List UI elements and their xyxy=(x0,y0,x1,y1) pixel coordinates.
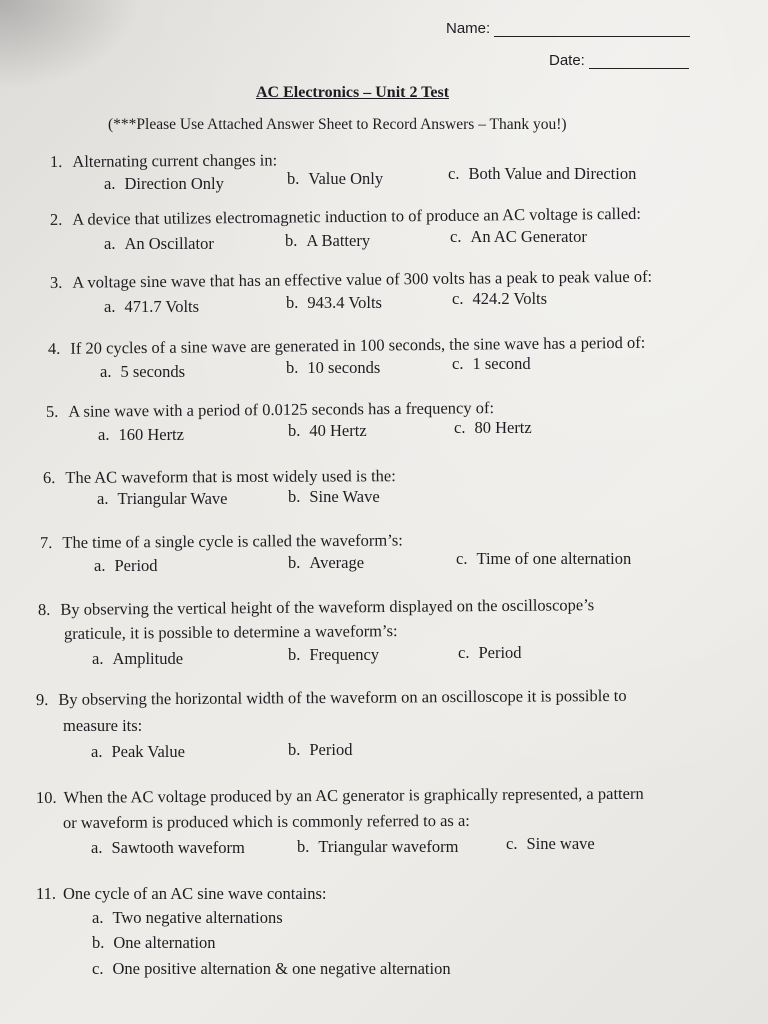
option-label: c. xyxy=(456,549,468,568)
option-label: b. xyxy=(286,293,299,312)
option-7a[interactable] xyxy=(94,556,158,576)
option-label: b. xyxy=(288,487,301,506)
question-number: 4. xyxy=(47,338,61,358)
question-number: 10. xyxy=(35,787,57,807)
question-10-text xyxy=(36,784,644,808)
question-5-text xyxy=(46,398,494,422)
option-4b[interactable] xyxy=(286,358,380,378)
option-11b[interactable] xyxy=(92,933,216,953)
option-label: a. xyxy=(97,489,109,508)
option-5b[interactable] xyxy=(288,421,367,441)
option-8a[interactable] xyxy=(92,649,183,669)
question-stem: By observing the vertical height of the waveform displayed on the oscilloscope’s xyxy=(60,595,595,619)
option-label: c. xyxy=(454,418,466,437)
option-10a[interactable] xyxy=(91,838,245,858)
question-stem: A voltage sine wave that has an effective value of 300 volts has a peak to peak value of: xyxy=(72,266,653,292)
option-label: b. xyxy=(286,358,299,377)
question-9-text xyxy=(36,686,627,710)
question-1-text xyxy=(50,150,277,172)
question-10-text-continued: or waveform is produced which is commonly referred to as a: xyxy=(62,810,470,832)
option-label: c. xyxy=(506,834,518,853)
question-number: 9. xyxy=(35,689,49,709)
option-label: b. xyxy=(297,837,310,856)
option-label: c. xyxy=(452,289,464,308)
option-3c[interactable] xyxy=(452,289,547,309)
question-4-text xyxy=(48,333,646,359)
question-stem: A sine wave with a period of 0.0125 seconds has a frequency of: xyxy=(68,398,495,421)
option-text: An AC Generator xyxy=(470,227,587,246)
corner-shadow xyxy=(0,0,140,90)
name-field xyxy=(446,20,690,37)
option-text: 80 Hertz xyxy=(474,418,532,437)
option-label: c. xyxy=(452,354,464,373)
option-text: One positive alternation & one negative alternation xyxy=(112,959,451,978)
option-label: a. xyxy=(92,908,104,927)
option-4a[interactable] xyxy=(100,362,185,382)
option-label: b. xyxy=(288,645,301,664)
question-number: 6. xyxy=(42,467,56,487)
option-text: An Oscillator xyxy=(124,234,214,253)
option-text: 160 Hertz xyxy=(118,425,184,444)
option-text: 471.7 Volts xyxy=(124,297,200,316)
instructions: (***Please Use Attached Answer Sheet to Record Answers – Thank you!) xyxy=(108,116,567,133)
option-4c[interactable] xyxy=(452,354,531,374)
question-stem: By observing the horizontal width of the waveform on an oscilloscope it is possible to xyxy=(58,685,627,709)
option-text: 424.2 Volts xyxy=(472,289,548,308)
option-11c[interactable] xyxy=(92,959,451,979)
option-label: a. xyxy=(104,234,116,253)
option-7b[interactable] xyxy=(288,553,364,573)
option-text: Frequency xyxy=(309,645,380,664)
option-text: Triangular waveform xyxy=(318,837,459,856)
question-stem: Alternating current changes in: xyxy=(72,150,278,171)
question-number: 5. xyxy=(45,401,59,421)
option-label: a. xyxy=(94,556,106,575)
option-9b[interactable] xyxy=(288,740,352,760)
option-label: c. xyxy=(450,227,462,246)
option-7c[interactable] xyxy=(456,549,631,569)
option-text: Value Only xyxy=(308,169,384,188)
date-blank[interactable] xyxy=(589,68,689,69)
option-label: b. xyxy=(288,421,301,440)
option-text: 10 seconds xyxy=(307,358,381,377)
question-8-text xyxy=(38,595,594,620)
option-3a[interactable] xyxy=(104,297,199,317)
option-label: a. xyxy=(92,649,104,668)
option-text: A Battery xyxy=(306,231,371,250)
option-1a[interactable] xyxy=(104,174,224,194)
option-label: b. xyxy=(288,553,301,572)
question-number: 11. xyxy=(36,884,57,903)
option-label: a. xyxy=(104,297,116,316)
option-label: c. xyxy=(92,959,104,978)
option-3b[interactable] xyxy=(286,293,382,313)
page-title: AC Electronics – Unit 2 Test xyxy=(256,84,450,101)
question-number: 3. xyxy=(49,272,63,292)
option-label: b. xyxy=(288,740,301,759)
question-number: 8. xyxy=(37,599,51,619)
option-label: a. xyxy=(91,838,103,857)
option-label: b. xyxy=(287,169,300,188)
question-stem: A device that utilizes electromagnetic induction to of produce an AC voltage is called: xyxy=(72,203,642,229)
question-9-text-continued: measure its: xyxy=(63,716,143,735)
option-label: b. xyxy=(285,231,298,250)
question-3-text xyxy=(50,267,652,293)
option-text: Amplitude xyxy=(112,649,184,668)
question-stem: The AC waveform that is most widely used is the: xyxy=(65,466,396,487)
question-8-text-continued: graticule, it is possible to determine a waveform’s: xyxy=(63,621,398,643)
option-text: 943.4 Volts xyxy=(307,293,382,312)
option-label: c. xyxy=(448,164,460,183)
option-label: a. xyxy=(98,425,110,444)
option-label: a. xyxy=(100,362,112,381)
question-7-text xyxy=(40,530,403,553)
option-label: a. xyxy=(104,174,116,193)
option-text: Direction Only xyxy=(124,174,224,193)
option-text: Sine Wave xyxy=(309,487,380,506)
question-number: 2. xyxy=(49,209,63,229)
option-text: Average xyxy=(309,553,365,572)
question-stem: If 20 cycles of a sine wave are generated in 100 seconds, the sine wave has a period of: xyxy=(70,332,646,358)
option-text: 5 seconds xyxy=(120,362,186,381)
option-1c[interactable] xyxy=(448,164,636,184)
date-field xyxy=(549,52,689,69)
question-stem: The time of a single cycle is called the waveform’s: xyxy=(62,530,403,552)
option-label: a. xyxy=(91,742,103,761)
option-5c[interactable] xyxy=(454,418,532,438)
option-6a[interactable] xyxy=(97,489,227,509)
option-text: Triangular Wave xyxy=(117,489,228,508)
question-11-text xyxy=(36,884,326,904)
option-9a[interactable] xyxy=(91,742,185,762)
option-label: b. xyxy=(92,933,105,952)
option-8b[interactable] xyxy=(288,645,379,665)
question-6-text xyxy=(43,466,396,488)
option-5a[interactable] xyxy=(98,425,184,445)
question-number: 7. xyxy=(39,532,53,552)
question-stem: When the AC voltage produced by an AC generator is graphically represented, a pattern xyxy=(63,783,644,807)
option-11a[interactable] xyxy=(92,908,283,928)
option-text: Peak Value xyxy=(111,742,185,761)
option-text: Both Value and Direction xyxy=(468,164,637,183)
option-8c[interactable] xyxy=(458,643,522,663)
date-label: Date: xyxy=(549,52,585,69)
question-number: 1. xyxy=(49,151,63,171)
name-blank[interactable] xyxy=(494,36,690,37)
option-text: One alternation xyxy=(113,933,216,952)
option-text: Sine wave xyxy=(526,834,595,853)
option-2a[interactable] xyxy=(104,234,214,254)
option-text: 1 second xyxy=(472,354,531,373)
option-text: Period xyxy=(309,740,353,759)
question-stem: One cycle of an AC sine wave contains: xyxy=(63,884,327,903)
option-1b[interactable] xyxy=(287,169,383,189)
option-text: 40 Hertz xyxy=(309,421,367,440)
option-text: Two negative alternations xyxy=(112,908,283,927)
option-label: c. xyxy=(458,643,470,662)
option-10b[interactable] xyxy=(297,837,458,857)
option-text: Period xyxy=(478,643,522,662)
name-label: Name: xyxy=(446,20,491,37)
option-text: Sawtooth waveform xyxy=(111,838,245,857)
option-10c[interactable] xyxy=(506,834,595,854)
option-2c[interactable] xyxy=(450,227,587,247)
option-text: Time of one alternation xyxy=(476,549,632,568)
option-6b[interactable] xyxy=(288,487,380,507)
option-2b[interactable] xyxy=(285,231,370,251)
option-text: Period xyxy=(114,556,158,575)
